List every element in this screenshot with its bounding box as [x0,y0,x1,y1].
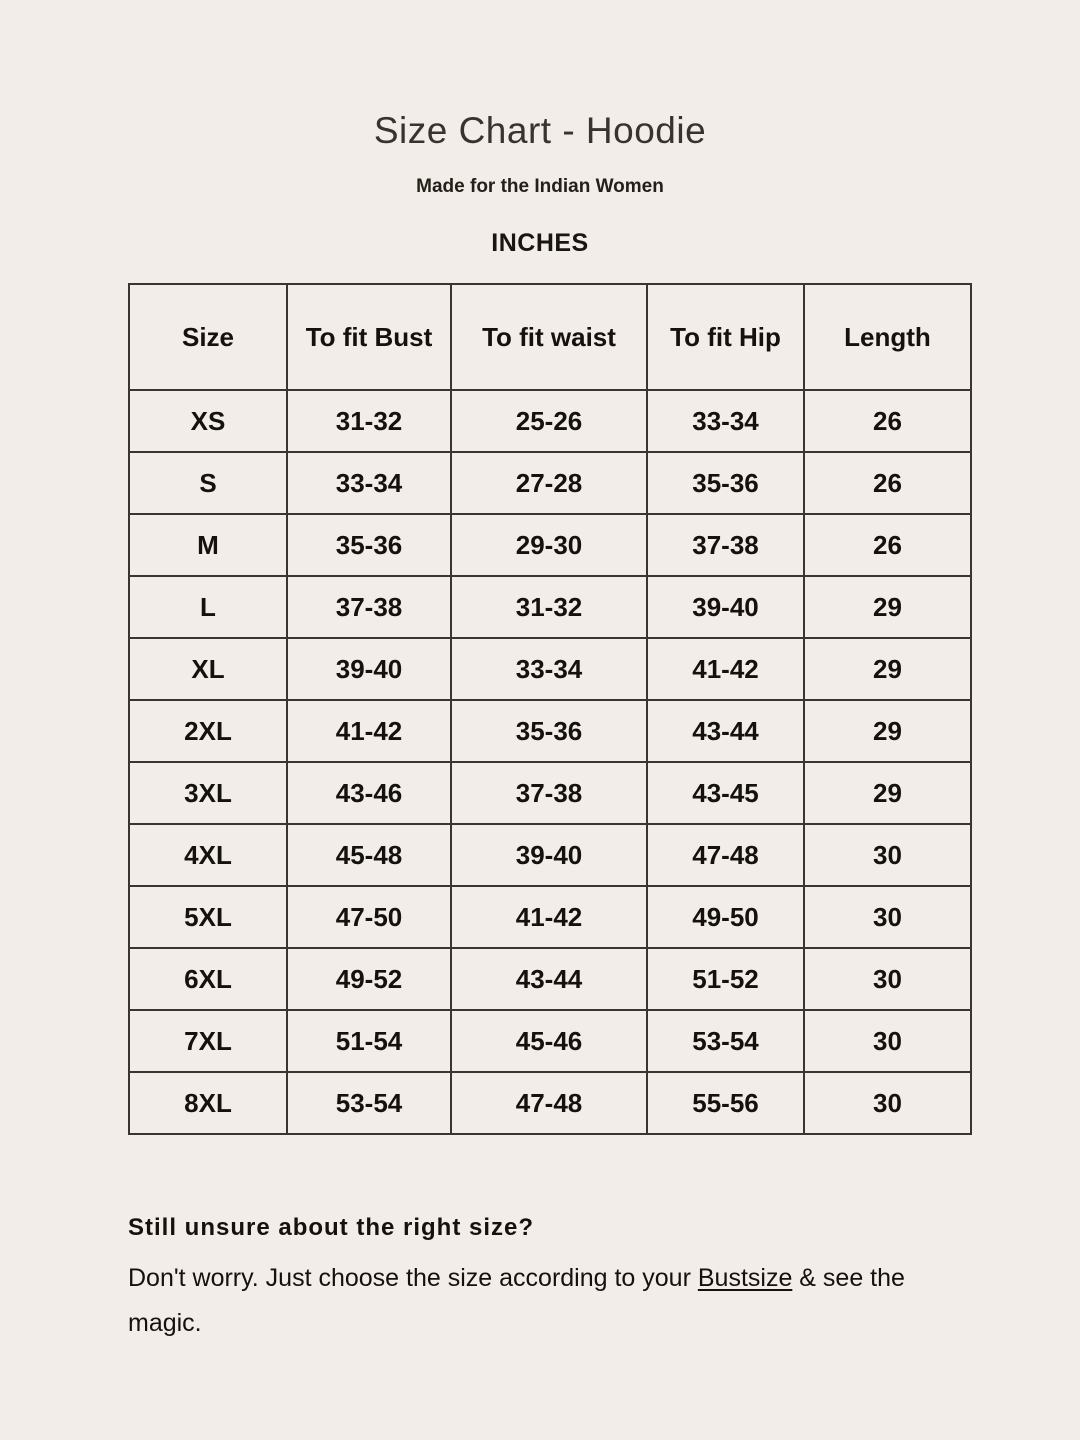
size-table-body [129,390,971,1134]
footer-body-prefix: Don't worry. Just choose the size according to your [128,1264,698,1292]
measurement-cell: 25-26 [451,390,647,452]
unit-label: INCHES [491,229,589,257]
table-row [129,886,971,948]
measurement-cell: 53-54 [647,1010,804,1072]
measurement-cell: 47-48 [647,824,804,886]
table-row [129,452,971,514]
measurement-cell: 49-52 [287,948,451,1010]
measurement-cell: 55-56 [647,1072,804,1134]
measurement-cell: 51-54 [287,1010,451,1072]
table-row [129,390,971,452]
column-header: To fit Bust [287,284,451,390]
table-row [129,700,971,762]
footer-body [128,1256,928,1346]
measurement-cell: 39-40 [647,576,804,638]
measurement-cell: 39-40 [451,824,647,886]
measurement-cell: 30 [804,1010,971,1072]
column-header: To fit waist [451,284,647,390]
size-cell: XS [129,390,287,452]
measurement-cell: 31-32 [287,390,451,452]
measurement-cell: 26 [804,390,971,452]
measurement-cell: 41-42 [647,638,804,700]
size-cell: S [129,452,287,514]
measurement-cell: 37-38 [451,762,647,824]
measurement-cell: 29 [804,576,971,638]
measurement-cell: 49-50 [647,886,804,948]
size-cell: M [129,514,287,576]
measurement-cell: 47-50 [287,886,451,948]
measurement-cell: 29 [804,762,971,824]
footer-heading: Still unsure about the right size? [128,1214,535,1241]
measurement-cell: 43-46 [287,762,451,824]
footer-note [128,1214,958,1346]
measurement-cell: 27-28 [451,452,647,514]
measurement-cell: 33-34 [287,452,451,514]
size-cell: 6XL [129,948,287,1010]
table-header-row [129,284,971,390]
measurement-cell: 29 [804,638,971,700]
measurement-cell: 35-36 [451,700,647,762]
column-header: To fit Hip [647,284,804,390]
measurement-cell: 26 [804,452,971,514]
measurement-cell: 30 [804,1072,971,1134]
measurement-cell: 33-34 [451,638,647,700]
measurement-cell: 30 [804,886,971,948]
measurement-cell: 43-44 [647,700,804,762]
footer-body-suffix: & see the magic. [128,1264,905,1337]
size-cell: 2XL [129,700,287,762]
size-cell: XL [129,638,287,700]
table-row [129,638,971,700]
size-chart-table [128,283,972,1135]
measurement-cell: 30 [804,824,971,886]
measurement-cell: 33-34 [647,390,804,452]
bustsize-link: Bustsize [697,1264,793,1292]
table-row [129,1072,971,1134]
measurement-cell: 39-40 [287,638,451,700]
page-title: Size Chart - Hoodie [373,110,707,151]
size-cell: 3XL [129,762,287,824]
measurement-cell: 37-38 [287,576,451,638]
measurement-cell: 51-52 [647,948,804,1010]
measurement-cell: 41-42 [287,700,451,762]
measurement-cell: 45-48 [287,824,451,886]
measurement-cell: 29-30 [451,514,647,576]
size-cell: 5XL [129,886,287,948]
measurement-cell: 43-45 [647,762,804,824]
table-row [129,576,971,638]
column-header: Length [804,284,971,390]
measurement-cell: 35-36 [287,514,451,576]
table-row [129,762,971,824]
measurement-cell: 43-44 [451,948,647,1010]
table-row [129,1010,971,1072]
size-cell: 7XL [129,1010,287,1072]
measurement-cell: 26 [804,514,971,576]
measurement-cell: 30 [804,948,971,1010]
measurement-cell: 31-32 [451,576,647,638]
measurement-cell: 53-54 [287,1072,451,1134]
measurement-cell: 29 [804,700,971,762]
table-row [129,824,971,886]
page-subtitle: Made for the Indian Women [416,176,664,197]
table-row [129,948,971,1010]
measurement-cell: 45-46 [451,1010,647,1072]
table-row [129,514,971,576]
size-cell: L [129,576,287,638]
size-cell: 8XL [129,1072,287,1134]
size-cell: 4XL [129,824,287,886]
column-header: Size [129,284,287,390]
measurement-cell: 41-42 [451,886,647,948]
measurement-cell: 37-38 [647,514,804,576]
measurement-cell: 35-36 [647,452,804,514]
measurement-cell: 47-48 [451,1072,647,1134]
